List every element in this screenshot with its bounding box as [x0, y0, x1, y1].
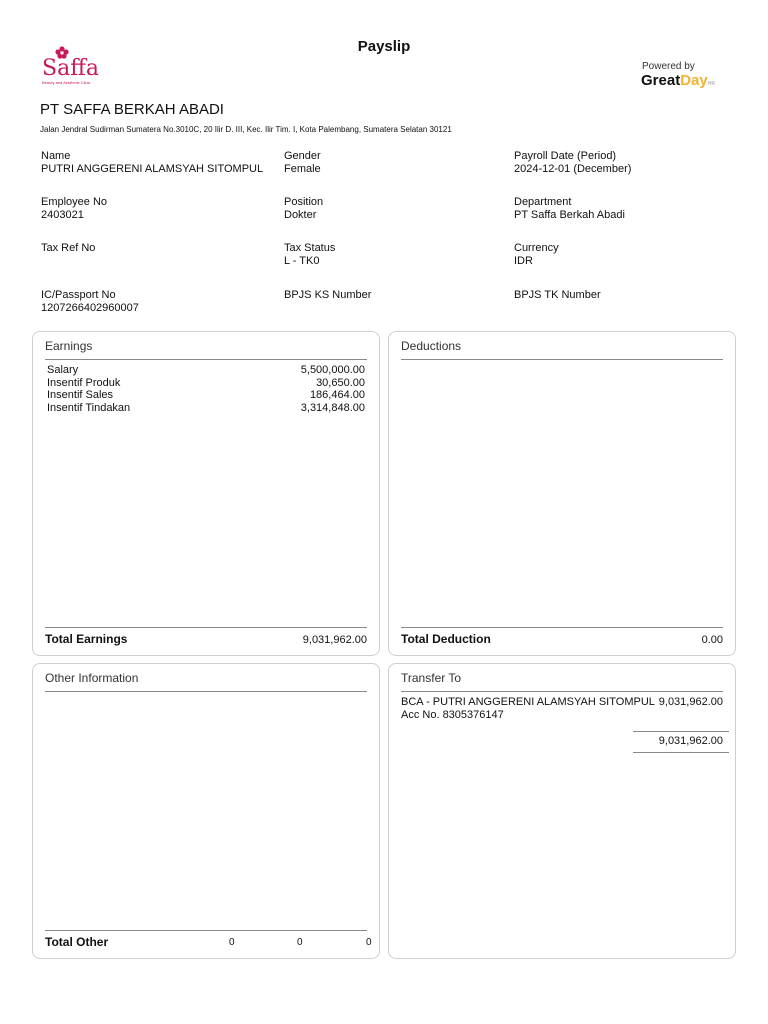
bpjs-ks-label: BPJS KS Number [284, 289, 372, 301]
total-earnings-label: Total Earnings [45, 632, 128, 646]
earning-row [47, 389, 365, 402]
earning-value: 3,314,848.00 [300, 401, 365, 414]
powered-by-label: Powered by [642, 61, 695, 72]
gender-label: Gender [284, 150, 321, 162]
deductions-card [388, 331, 736, 656]
other-info-card [32, 663, 380, 959]
earning-value: 186,464.00 [309, 389, 365, 401]
earning-label: Insentif Sales [47, 389, 114, 401]
tax-ref-label: Tax Ref No [41, 242, 96, 254]
currency-value: IDR [514, 255, 533, 267]
greatday-logo-part2: Day [680, 72, 708, 89]
total-deduction-label: Total Deduction [401, 632, 491, 646]
deductions-total-divider [401, 627, 723, 628]
total-other-value: 0 [229, 937, 235, 948]
transfer-divider [401, 691, 723, 692]
page-title: Payslip [357, 38, 411, 55]
total-other-value: 0 [297, 937, 303, 948]
transfer-total-bottom-rule [633, 752, 729, 753]
other-total-divider [45, 930, 367, 931]
earning-row [47, 402, 365, 415]
greatday-logo-suffix: HR [707, 81, 715, 87]
gender-value: Female [284, 163, 321, 175]
greatday-logo [641, 72, 721, 90]
deductions-divider [401, 359, 723, 360]
logo-brand-text: Saffa [42, 56, 99, 81]
earnings-card [32, 331, 380, 656]
earnings-total-divider [45, 627, 367, 628]
earning-label: Insentif Tindakan [47, 401, 131, 414]
earning-value: 30,650.00 [316, 376, 365, 389]
transfer-card [388, 663, 736, 959]
ic-passport-label: IC/Passport No [41, 289, 116, 301]
earnings-divider [45, 359, 367, 360]
total-other-value: 0 [366, 937, 372, 948]
deductions-heading: Deductions [401, 339, 462, 353]
transfer-bank-line: BCA - PUTRI ANGGERENI ALAMSYAH SITOMPUL [401, 696, 655, 708]
company-logo [40, 46, 100, 88]
total-other-label: Total Other [45, 935, 109, 949]
earning-row [47, 364, 365, 377]
other-info-heading: Other Information [45, 671, 139, 685]
name-label: Name [41, 150, 71, 162]
earning-row [47, 377, 365, 390]
earning-label: Insentif Produk [47, 376, 121, 389]
payroll-date-label: Payroll Date (Period) [514, 150, 617, 162]
company-address: Jalan Jendral Sudirman Sumatera No.3010C, 20 Ilir D. III, Kec. Ilir Tim. I, Kota Palembang, Sumatera Selatan 30121 [40, 125, 452, 134]
total-earnings-value: 9,031,962.00 [302, 634, 367, 646]
transfer-heading: Transfer To [401, 671, 462, 685]
bpjs-tk-label: BPJS TK Number [514, 289, 601, 301]
tax-status-label: Tax Status [284, 242, 336, 254]
total-deduction-value: 0.00 [701, 634, 723, 646]
transfer-account-number: Acc No. 8305376147 [401, 709, 504, 721]
company-name: PT SAFFA BERKAH ABADI [40, 101, 224, 118]
name-value: PUTRI ANGGERENI ALAMSYAH SITOMPUL [41, 163, 264, 175]
greatday-logo-part1: Great [641, 72, 681, 89]
logo-tagline: Beauty and Aesthetic Clinic [42, 80, 91, 85]
ic-passport-value: 1207266402960007 [41, 302, 139, 314]
earnings-heading: Earnings [45, 339, 93, 353]
transfer-total: 9,031,962.00 [658, 735, 723, 747]
department-value: PT Saffa Berkah Abadi [514, 209, 625, 221]
tax-status-value: L - TK0 [284, 255, 320, 267]
currency-label: Currency [514, 242, 559, 254]
position-label: Position [284, 196, 324, 208]
employee-no-value: 2403021 [41, 209, 84, 221]
transfer-amount: 9,031,962.00 [658, 696, 723, 708]
payroll-date-value: 2024-12-01 (December) [514, 163, 632, 175]
department-label: Department [514, 196, 572, 208]
earning-label: Salary [47, 364, 79, 376]
transfer-total-top-rule [633, 731, 729, 732]
employee-no-label: Employee No [41, 196, 108, 208]
earning-value: 5,500,000.00 [300, 364, 365, 376]
other-info-divider [45, 691, 367, 692]
position-value: Dokter [284, 209, 317, 221]
